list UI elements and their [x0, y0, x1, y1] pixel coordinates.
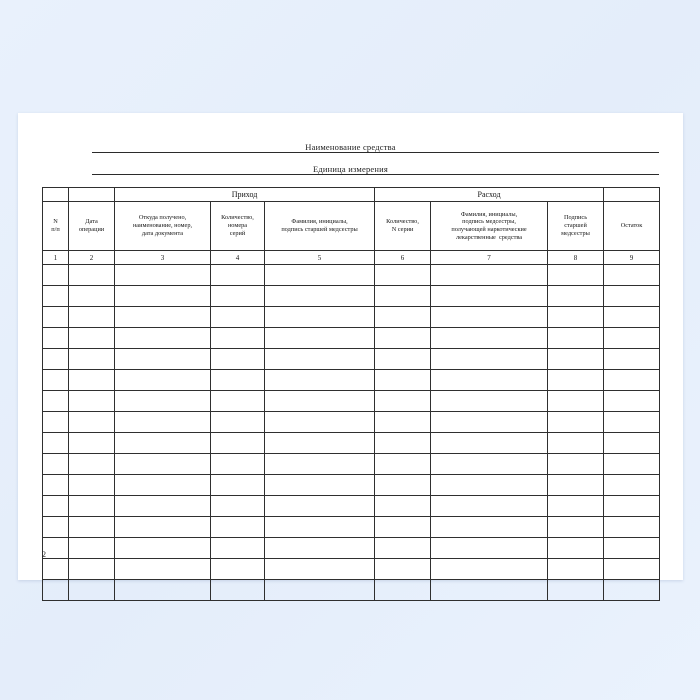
table-cell[interactable] [43, 412, 69, 433]
table-cell[interactable] [604, 307, 660, 328]
table-cell[interactable] [548, 370, 604, 391]
table-cell[interactable] [548, 433, 604, 454]
table-cell[interactable] [548, 349, 604, 370]
col-header-5-l1: Фамилия, инициалы, [291, 218, 348, 226]
table-row[interactable] [43, 496, 660, 517]
table-cell[interactable] [375, 412, 431, 433]
table-row[interactable] [43, 286, 660, 307]
page-content [42, 135, 659, 601]
field-drug-name-rule [92, 152, 659, 153]
table-cell[interactable] [43, 286, 69, 307]
table-cell[interactable] [43, 307, 69, 328]
table-row[interactable] [43, 370, 660, 391]
table-cell[interactable] [265, 475, 375, 496]
col-header-4 [211, 202, 265, 251]
col-header-9-l1: Остаток [620, 222, 643, 230]
col-header-6-l2: N серии [391, 226, 414, 233]
col-num-4: 4 [211, 251, 265, 265]
table-cell[interactable] [69, 538, 115, 559]
col-header-2-l2: операции [78, 226, 105, 233]
col-header-1-l1: N [53, 218, 58, 226]
table-cell[interactable] [431, 433, 548, 454]
table-cell[interactable] [431, 286, 548, 307]
col-header-4-l1: Количество, [221, 214, 254, 222]
table-cell[interactable] [431, 454, 548, 475]
table-cell[interactable] [69, 496, 115, 517]
field-unit-of-measure [42, 157, 659, 177]
table-cell[interactable] [115, 496, 211, 517]
field-unit-of-measure-rule [92, 174, 659, 175]
col-header-3 [115, 202, 211, 251]
col-header-4-l2: номера [227, 222, 248, 230]
table-cell[interactable] [431, 349, 548, 370]
table-cell[interactable] [604, 328, 660, 349]
table-cell[interactable] [604, 559, 660, 580]
table-cell[interactable] [69, 286, 115, 307]
table-cell[interactable] [375, 265, 431, 286]
table-cell[interactable] [548, 412, 604, 433]
col-header-4-l3: серий [229, 229, 246, 237]
table-cell[interactable] [43, 349, 69, 370]
table-cell[interactable] [375, 454, 431, 475]
table-cell[interactable] [115, 286, 211, 307]
col-num-5: 5 [265, 251, 375, 265]
table-cell[interactable] [69, 517, 115, 538]
col-header-1-l2: п/п [51, 226, 60, 233]
table-cell[interactable] [548, 265, 604, 286]
table-cell[interactable] [265, 433, 375, 454]
table-cell[interactable] [43, 559, 69, 580]
table-cell[interactable] [375, 559, 431, 580]
table-cell[interactable] [604, 475, 660, 496]
table-cell[interactable] [211, 580, 265, 601]
table-cell[interactable] [265, 559, 375, 580]
table-cell[interactable] [604, 391, 660, 412]
col-header-7-l2: подпись медсестры, [462, 218, 516, 226]
table-cell[interactable] [211, 496, 265, 517]
table-row[interactable] [43, 349, 660, 370]
table-cell[interactable] [211, 412, 265, 433]
table-cell[interactable] [211, 433, 265, 454]
table-cell[interactable] [375, 496, 431, 517]
table-cell[interactable] [548, 307, 604, 328]
table-cell[interactable] [431, 559, 548, 580]
col-header-7-l1: Фамилия, инициалы, [460, 210, 518, 218]
col-num-6: 6 [375, 251, 431, 265]
col-header-8 [548, 202, 604, 251]
table-cell[interactable] [548, 580, 604, 601]
field-drug-name [42, 135, 659, 155]
header-spacer [42, 179, 659, 187]
table-cell[interactable] [69, 349, 115, 370]
table-cell[interactable] [115, 265, 211, 286]
table-row[interactable] [43, 433, 660, 454]
table-row[interactable] [43, 265, 660, 286]
table-cell[interactable] [211, 349, 265, 370]
col-num-7: 7 [431, 251, 548, 265]
table-cell[interactable] [115, 349, 211, 370]
table-cell[interactable] [431, 538, 548, 559]
table-cell[interactable] [115, 328, 211, 349]
table-cell[interactable] [69, 328, 115, 349]
table-cell[interactable] [265, 286, 375, 307]
table-cell[interactable] [375, 307, 431, 328]
table-cell[interactable] [115, 370, 211, 391]
table-cell[interactable] [211, 307, 265, 328]
table-cell[interactable] [265, 538, 375, 559]
col-num-2: 2 [69, 251, 115, 265]
table-cell[interactable] [43, 580, 69, 601]
table-cell[interactable] [211, 370, 265, 391]
table-row[interactable] [43, 412, 660, 433]
table-cell[interactable] [115, 559, 211, 580]
table-cell[interactable] [604, 349, 660, 370]
table-cell[interactable] [265, 265, 375, 286]
table-cell[interactable] [115, 391, 211, 412]
table-cell[interactable] [211, 538, 265, 559]
table-cell[interactable] [43, 391, 69, 412]
table-cell[interactable] [548, 391, 604, 412]
table-cell[interactable] [69, 433, 115, 454]
col-header-6-l1: Количество, [386, 218, 419, 226]
table-cell[interactable] [265, 307, 375, 328]
table-cell[interactable] [115, 538, 211, 559]
table-cell[interactable] [548, 475, 604, 496]
table-cell[interactable] [211, 517, 265, 538]
table-cell[interactable] [431, 475, 548, 496]
table-cell[interactable] [43, 496, 69, 517]
table-cell[interactable] [375, 538, 431, 559]
table-cell[interactable] [115, 412, 211, 433]
table-group-header-row [43, 188, 660, 202]
table-cell[interactable] [115, 307, 211, 328]
column-number-row [43, 251, 660, 265]
table-cell[interactable] [69, 391, 115, 412]
table-cell[interactable] [211, 454, 265, 475]
table-cell[interactable] [375, 391, 431, 412]
table-cell[interactable] [265, 580, 375, 601]
table-cell[interactable] [548, 538, 604, 559]
table-cell[interactable] [115, 454, 211, 475]
field-unit-of-measure-caption: Единица измерения [42, 164, 659, 174]
table-cell[interactable] [211, 475, 265, 496]
table-row[interactable] [43, 559, 660, 580]
table-cell[interactable] [431, 328, 548, 349]
table-cell[interactable] [265, 391, 375, 412]
table-cell[interactable] [265, 349, 375, 370]
col-header-3-l3: дата документа [141, 229, 184, 237]
col-num-1: 1 [43, 251, 69, 265]
table-cell[interactable] [115, 517, 211, 538]
table-cell[interactable] [69, 370, 115, 391]
table-cell[interactable] [604, 433, 660, 454]
col-header-2 [69, 202, 115, 251]
table-cell[interactable] [604, 265, 660, 286]
col-header-5 [265, 202, 375, 251]
document-page [18, 113, 683, 580]
table-row[interactable] [43, 538, 660, 559]
group-header-income: Приход [115, 188, 375, 202]
table-cell[interactable] [431, 580, 548, 601]
table-cell[interactable] [375, 475, 431, 496]
table-cell[interactable] [265, 328, 375, 349]
table-cell[interactable] [69, 559, 115, 580]
col-header-9 [604, 202, 660, 251]
table-cell[interactable] [431, 517, 548, 538]
table-cell[interactable] [375, 370, 431, 391]
journal-table [42, 187, 660, 601]
table-cell[interactable] [43, 370, 69, 391]
table-cell[interactable] [211, 286, 265, 307]
table-cell[interactable] [604, 454, 660, 475]
table-cell[interactable] [604, 286, 660, 307]
table-cell[interactable] [604, 538, 660, 559]
col-num-8: 8 [548, 251, 604, 265]
col-header-2-l1: Дата [85, 218, 98, 226]
table-cell[interactable] [69, 265, 115, 286]
table-cell[interactable] [604, 370, 660, 391]
table-cell[interactable] [375, 580, 431, 601]
table-cell[interactable] [43, 265, 69, 286]
table-cell[interactable] [115, 475, 211, 496]
col-num-9: 9 [604, 251, 660, 265]
table-subheader-row [43, 202, 660, 251]
table-cell[interactable] [431, 370, 548, 391]
table-cell[interactable] [548, 496, 604, 517]
table-cell[interactable] [211, 391, 265, 412]
col-header-1 [43, 202, 69, 251]
col-header-5-l2: подпись старшей медсестры [281, 226, 358, 233]
table-cell[interactable] [69, 475, 115, 496]
table-cell[interactable] [265, 370, 375, 391]
table-row[interactable] [43, 328, 660, 349]
table-cell[interactable] [69, 412, 115, 433]
table-cell[interactable] [431, 391, 548, 412]
col-header-3-l1: Откуда получено, [138, 214, 187, 222]
table-cell[interactable] [604, 517, 660, 538]
table-cell[interactable] [604, 496, 660, 517]
table-body [43, 265, 660, 601]
table-cell[interactable] [431, 265, 548, 286]
field-drug-name-caption: Наименование средства [42, 142, 659, 152]
col-header-8-l3: медсестры [561, 229, 590, 237]
table-cell[interactable] [43, 433, 69, 454]
table-cell[interactable] [548, 328, 604, 349]
col-header-8-l2: старшей [564, 222, 587, 230]
col-header-7 [431, 202, 548, 251]
table-cell[interactable] [431, 307, 548, 328]
table-cell[interactable] [548, 559, 604, 580]
table-cell[interactable] [548, 286, 604, 307]
table-cell[interactable] [431, 412, 548, 433]
table-cell[interactable] [43, 328, 69, 349]
table-cell[interactable] [548, 454, 604, 475]
table-row[interactable] [43, 391, 660, 412]
table-row[interactable] [43, 307, 660, 328]
table-cell[interactable] [211, 328, 265, 349]
table-cell[interactable] [115, 433, 211, 454]
table-cell[interactable] [211, 265, 265, 286]
table-cell[interactable] [265, 496, 375, 517]
table-cell[interactable] [43, 454, 69, 475]
col-num-3: 3 [115, 251, 211, 265]
table-cell[interactable] [43, 475, 69, 496]
table-row[interactable] [43, 517, 660, 538]
table-cell[interactable] [115, 580, 211, 601]
table-cell[interactable] [375, 517, 431, 538]
table-cell[interactable] [375, 349, 431, 370]
table-row[interactable] [43, 475, 660, 496]
table-row[interactable] [43, 580, 660, 601]
table-cell[interactable] [375, 286, 431, 307]
table-row[interactable] [43, 454, 660, 475]
table-cell[interactable] [431, 496, 548, 517]
table-cell[interactable] [265, 517, 375, 538]
col-header-8-l1: Подпись [563, 214, 588, 222]
table-cell[interactable] [375, 328, 431, 349]
col-header-7-l3: получающей наркотические [451, 226, 527, 233]
table-cell[interactable] [211, 559, 265, 580]
table-cell[interactable] [265, 454, 375, 475]
page-number: 2 [42, 550, 46, 559]
table-cell[interactable] [69, 580, 115, 601]
table-cell[interactable] [375, 433, 431, 454]
table-cell[interactable] [69, 307, 115, 328]
col-header-7-l4: лекарственные средства [455, 233, 523, 241]
table-cell[interactable] [604, 412, 660, 433]
table-cell[interactable] [548, 517, 604, 538]
table-cell[interactable] [604, 580, 660, 601]
table-cell[interactable] [43, 538, 69, 559]
table-cell[interactable] [43, 517, 69, 538]
col-header-6 [375, 202, 431, 251]
col-header-3-l2: наименование, номер, [132, 222, 193, 230]
table-cell[interactable] [265, 412, 375, 433]
table-cell[interactable] [69, 454, 115, 475]
group-header-expense: Расход [375, 188, 604, 202]
